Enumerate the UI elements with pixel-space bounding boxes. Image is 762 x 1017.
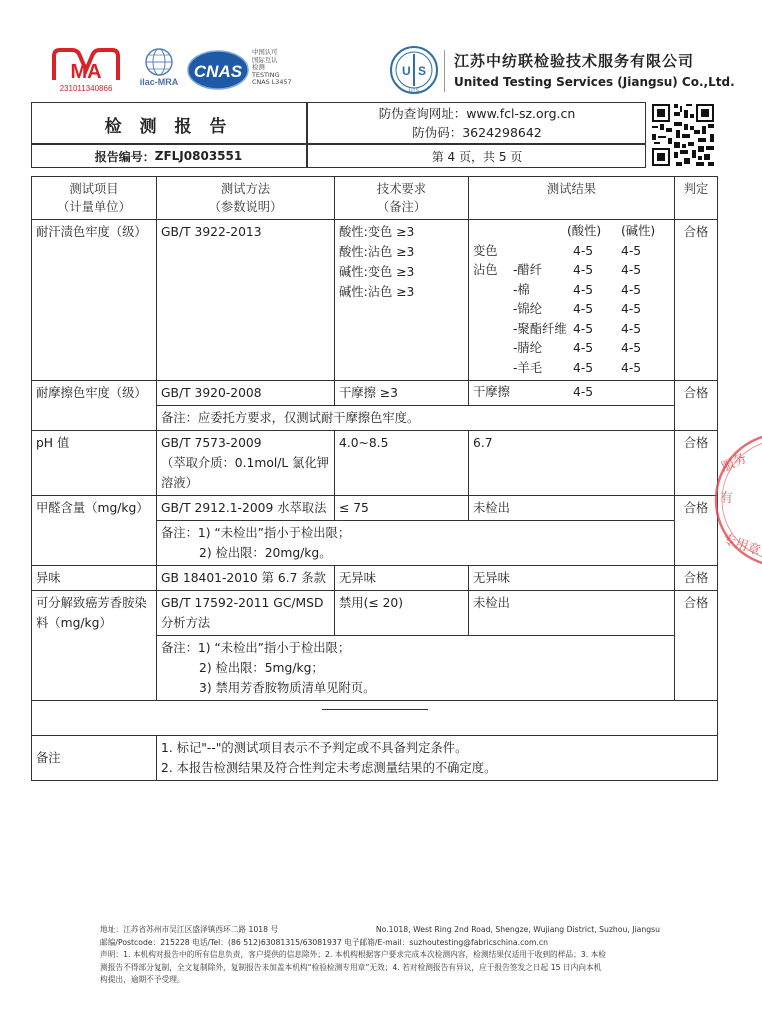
method-cell: GB/T 3920-2008	[157, 381, 335, 406]
result-fiber: -锦纶	[513, 302, 543, 316]
logo-divider	[444, 50, 445, 92]
table-row-remarks	[32, 736, 718, 781]
query-url[interactable]: 防伪查询网址：www.fcl-sz.org.cn	[378, 106, 576, 121]
col-requirement-title: 技术要求	[376, 182, 427, 196]
svg-text:有: 有	[720, 491, 734, 506]
uts-logo	[388, 44, 440, 96]
note-line: 备注：1) “未检出”指小于检出限；	[161, 641, 351, 655]
cnas-line: 中国认可	[252, 48, 278, 56]
col-method-sub: （参数说明）	[208, 200, 283, 214]
company-name-en: United Testing Services (Jiangsu) Co.,Ltd.	[454, 75, 735, 89]
method-note: （萃取介质：0.1mol/L 氯化钾溶液）	[161, 456, 330, 490]
result-cell	[469, 220, 675, 381]
test-results-table	[31, 176, 718, 781]
requirement-cell: 干摩擦 ≥3	[335, 381, 469, 406]
requirement-cell: 禁用(≤ 20)	[335, 591, 469, 636]
result-acid: 4-5	[573, 282, 594, 297]
col-item-sub: （计量单位）	[57, 200, 131, 214]
requirement-line: 碱性:变色 ≥3	[339, 265, 415, 279]
rubbing-result-grid	[473, 383, 670, 403]
result-label	[473, 359, 513, 379]
result-alkali: 4-5	[621, 263, 642, 277]
table-row-ph	[32, 431, 718, 496]
item-cell: 耐汗渍色牢度（级）	[32, 220, 157, 381]
anti-fake-code: 防伪码：3624298642	[412, 125, 542, 140]
result-acid: 4-5	[573, 243, 594, 258]
svg-text:服务: 服务	[719, 451, 750, 476]
requirement-cell: ≤ 75	[335, 496, 469, 521]
result-label	[473, 281, 513, 301]
report-number-value: ZFLJ0803551	[154, 149, 243, 163]
result-acid: 4-5	[573, 321, 594, 336]
report-number-label: 报告编号：	[94, 149, 155, 164]
col-result: 测试结果	[469, 177, 675, 220]
col-requirement-sub: （备注）	[376, 200, 427, 214]
requirement-cell: 4.0~8.5	[335, 431, 469, 496]
col-method-title: 测试方法	[220, 182, 271, 196]
cnas-line: CNAS L3457	[252, 78, 292, 87]
result-fiber	[513, 242, 573, 262]
cnas-accreditation-text	[252, 49, 292, 87]
requirement-line: 碱性:沾色 ≥3	[339, 285, 415, 299]
table-row-odor	[32, 566, 718, 591]
result-label	[473, 300, 513, 320]
table-row-sweat	[32, 220, 718, 381]
col-item	[32, 177, 157, 220]
requirement-line: 酸性:沾色 ≥3	[339, 245, 415, 259]
page-info: 第 4 页，共 5 页	[431, 149, 523, 164]
address-cn: 地址：江苏省苏州市吴江区盛泽镇西环二路 1018 号	[100, 925, 279, 934]
result-label: 变色	[473, 243, 498, 258]
table-row-formaldehyde	[32, 496, 718, 521]
table-row-amines	[32, 591, 718, 636]
verdict-cell: 合格	[675, 591, 718, 701]
footer-contact: 邮编/Postcode：215228 电话/Tel：(86 512)63081315/63081937 电子邮箱/E-mail：suzhoutesting@fabricschina.com.cn	[100, 937, 549, 947]
result-label: 沾色	[473, 263, 498, 277]
requirement-line: 酸性:变色 ≥3	[339, 225, 415, 239]
result-acid: 4-5	[573, 302, 594, 316]
footer	[100, 924, 660, 987]
report-title: 检 测 报 告	[104, 117, 233, 137]
verdict-cell: 合格	[675, 220, 718, 381]
result-fiber: -聚酯纤维	[513, 321, 567, 336]
remark-line: 2. 本报告检测结果及符合性判定未考虑测量结果的不确定度。	[161, 761, 497, 775]
svg-text:专用章: 专用章	[720, 531, 762, 560]
result-cell: 6.7	[469, 431, 675, 496]
result-cell: 未检出	[469, 496, 675, 521]
remark-line: 1. 标记"--"的测试项目表示不予判定或不具备判定条件。	[161, 741, 468, 755]
result-alkali: 4-5	[621, 360, 642, 375]
result-cell: 未检出	[469, 591, 675, 636]
note-line: 2) 检出限：5mg/kg；	[199, 661, 324, 675]
qr-code-icon[interactable]	[650, 102, 716, 168]
result-fiber: -醋纤	[513, 263, 543, 277]
footer-statement: 测报告不得部分复制，全文复制除外，复制报告未加盖本机构“检验检测专用章”无效；4. 若对检测报告有异议，应于报告签发之日起 15 日内向本机	[100, 962, 602, 972]
result-fiber: -羊毛	[513, 360, 543, 375]
remarks-cell	[157, 736, 718, 781]
verdict-cell: 合格	[675, 431, 718, 496]
col-verdict: 判定	[675, 177, 718, 220]
method-cell: GB 18401-2010 第 6.7 条款	[157, 566, 335, 591]
end-line	[322, 709, 428, 710]
footer-statement: 声明：1. 本机构对报告中的所有信息负责，客户提供的信息除外；2. 本机构根据客户要求完成本次检测内容，检测结果仅适用于收到的样品；3. 本检	[100, 950, 606, 960]
result-cell: 无异味	[469, 566, 675, 591]
ma-text: MA	[70, 61, 102, 83]
result-label: 干摩擦	[473, 385, 510, 399]
cma-logo	[50, 46, 122, 94]
result-value: 4-5	[573, 385, 594, 399]
ilac-text: ilac-MRA	[139, 77, 179, 87]
result-head	[473, 222, 513, 242]
result-spacer	[513, 383, 573, 403]
verdict-cell: 合格	[675, 381, 718, 431]
result-label	[473, 320, 513, 340]
method-cell: GB/T 17592-2011 GC/MSD 分析方法	[157, 591, 335, 636]
result-label	[473, 339, 513, 359]
item-cell: 耐摩擦色牢度（级）	[32, 381, 157, 431]
ilac-mra-logo	[134, 46, 184, 88]
remarks-label: 备注	[32, 736, 157, 781]
note-line: 备注：1) “未检出”指小于检出限；	[161, 526, 351, 540]
result-acid: 4-5	[573, 360, 594, 375]
col-requirement	[335, 177, 469, 220]
table-row-end	[32, 701, 718, 736]
cnas-line: TESTING	[252, 70, 280, 79]
table-header-row	[32, 177, 718, 220]
result-alkali: 4-5	[621, 282, 642, 297]
result-alkali: 4-5	[621, 341, 642, 355]
result-head-acid: (酸性)	[567, 224, 602, 238]
result-acid: 4-5	[573, 341, 594, 355]
note-cell: 备注：应委托方要求，仅测试耐干摩擦色牢度。	[157, 406, 675, 431]
result-spacer	[621, 383, 661, 403]
address-en: No.1018, West Ring 2nd Road, Shengze, Wujiang District, Suzhou, Jiangsu	[375, 925, 660, 934]
ma-number: 231011340866	[59, 84, 113, 93]
result-cell	[469, 381, 675, 406]
item-cell: 甲醛含量（mg/kg）	[32, 496, 157, 566]
note-cell	[157, 636, 675, 701]
footer-address-row	[100, 924, 660, 937]
result-head	[513, 222, 573, 242]
uts-text: UTS	[409, 88, 419, 94]
item-cell: 异味	[32, 566, 157, 591]
col-method	[157, 177, 335, 220]
cnas-text: CNAS	[193, 62, 243, 81]
note-line: 2) 检出限：20mg/kg。	[199, 546, 332, 560]
note-cell	[157, 521, 675, 566]
svg-text:U: U	[402, 64, 411, 78]
end-separator-cell	[32, 701, 718, 736]
result-alkali: 4-5	[621, 302, 642, 316]
item-cell: 可分解致癌芳香胺染料（mg/kg）	[32, 591, 157, 701]
method-standard: GB/T 7573-2009	[161, 436, 262, 450]
report-number	[31, 145, 306, 167]
sweat-result-grid	[473, 222, 670, 378]
result-alkali: 4-5	[621, 243, 642, 258]
item-cell: pH 值	[32, 431, 157, 496]
method-cell: GB/T 3922-2013	[157, 220, 335, 381]
method-cell: GB/T 2912.1-2009 水萃取法	[157, 496, 335, 521]
verdict-cell: 合格	[675, 566, 718, 591]
company-name-cn: 江苏中纺联检验技术服务有限公司	[454, 52, 695, 70]
inspection-seal	[702, 420, 762, 580]
cnas-line: 国际互认	[252, 55, 278, 64]
result-fiber: -棉	[513, 282, 530, 297]
verdict-cell: 合格	[675, 496, 718, 566]
table-row-rubbing	[32, 381, 718, 406]
cnas-line: 检测	[252, 63, 265, 72]
requirement-cell	[335, 220, 469, 381]
note-line: 3) 禁用芳香胺物质清单见附页。	[199, 681, 376, 695]
result-alkali: 4-5	[621, 321, 642, 336]
result-head-alkali: (碱性)	[621, 224, 656, 238]
col-item-title: 测试项目	[69, 182, 119, 196]
anti-fake-query	[308, 104, 646, 142]
result-acid: 4-5	[573, 263, 594, 277]
footer-statement: 构提出，逾期不予受理。	[100, 975, 185, 985]
method-cell	[157, 431, 335, 496]
requirement-cell: 无异味	[335, 566, 469, 591]
result-fiber: -腈纶	[513, 341, 543, 355]
svg-text:S: S	[418, 64, 427, 78]
